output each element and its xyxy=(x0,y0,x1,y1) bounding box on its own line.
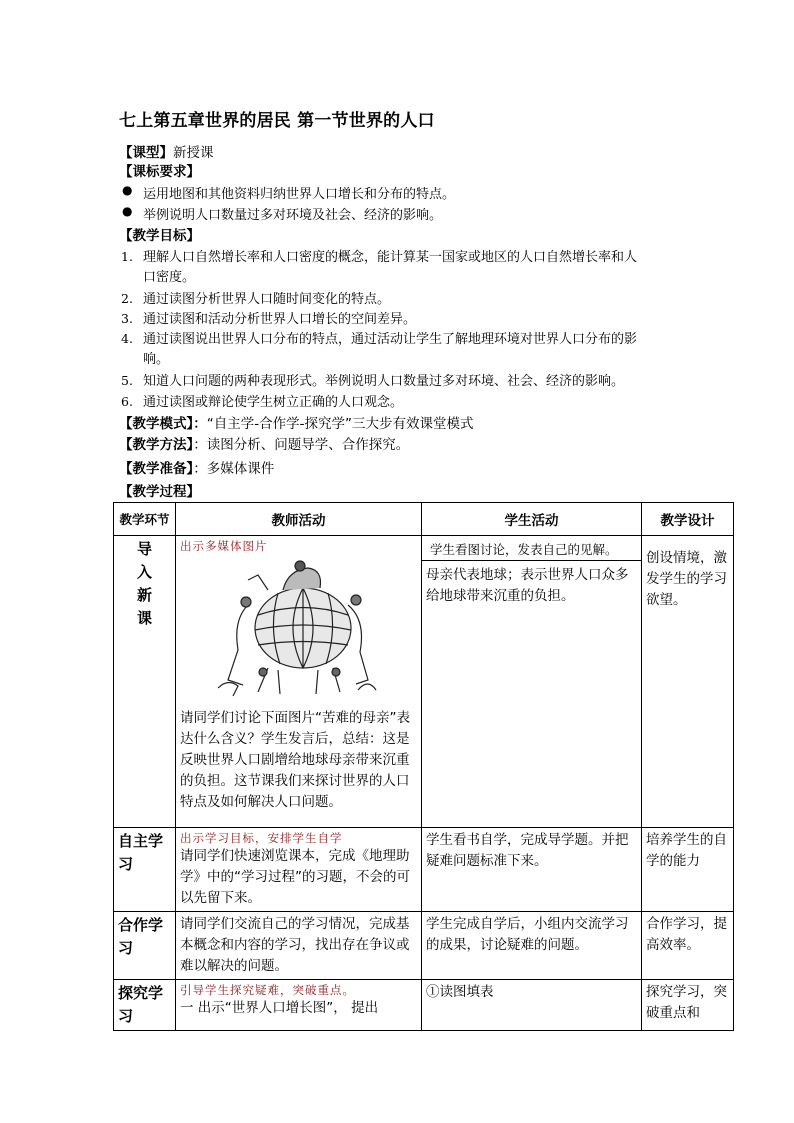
teacher-text: 请同学们交流自己的学习情况，完成基本概念和内容的学习，找出存在争议或难以解决的问题。 xyxy=(180,916,410,974)
student-text: ①读图填表 xyxy=(426,984,494,1000)
teacher-instruction: 引导学生探究疑难，突破重点。 xyxy=(180,983,355,997)
design-cell xyxy=(642,912,734,980)
lesson-type-value: 新授课 xyxy=(173,145,214,161)
suffering-mother-image xyxy=(208,560,417,704)
student-cell xyxy=(422,828,642,912)
lesson-process-table xyxy=(113,502,734,1031)
objective-text: 通过读图说出世界人口分布的特点，通过活动让学生了解地理环境对世界人口分布的影 xyxy=(143,332,638,347)
stage-cell: 自主学习 xyxy=(114,828,176,912)
lesson-type-label: 【课型】 xyxy=(119,145,173,161)
process-label: 【教学过程】 xyxy=(119,484,200,500)
design-cell xyxy=(642,980,734,1031)
table-header: 教师活动 xyxy=(176,503,422,536)
objective-number: 2. xyxy=(121,291,133,306)
student-text: 学生看书自学，完成导学题。并把疑难问题标准下来。 xyxy=(426,832,629,869)
standard-item: 运用地图和其他资料归纳世界人口增长和分布的特点。 xyxy=(143,187,456,202)
objective-item xyxy=(121,328,637,347)
teacher-cell xyxy=(176,912,422,980)
student-text: 母亲代表地球；表示世界人口众多给地球带来沉重的负担。 xyxy=(426,567,629,604)
teacher-cell xyxy=(176,980,422,1031)
stage-cell: 探究学习 xyxy=(114,980,176,1031)
student-text: 学生完成自学后，小组内交流学习的成果，讨论疑难的问题。 xyxy=(426,916,629,953)
table-header: 教学设计 xyxy=(642,503,734,536)
table-row xyxy=(114,828,734,912)
student-cell xyxy=(422,912,642,980)
teacher-text: 请同学们讨论下面图片“苦难的母亲”表达什么含义？学生发言后，总结：这是反映世界人口剧增给地球母亲带来沉重的负担。这节课我们来探讨世界的人口特点及如何解决人口问题。 xyxy=(180,710,410,810)
design-text: 培养学生的自学的能力 xyxy=(646,832,727,869)
objective-text: 通过读图和活动分析世界人口增长的空间差异。 xyxy=(143,312,417,327)
table-row xyxy=(114,912,734,980)
standards-label: 【课标要求】 xyxy=(119,164,200,180)
teacher-text: 一 出示“世界人口增长图”， 提出 xyxy=(180,1000,379,1016)
objective-number: 1. xyxy=(121,249,133,264)
standard-item: 举例说明人口数量过多对环境及社会、经济的影响。 xyxy=(143,208,443,223)
teacher-instruction: 出示学习目标，安排学生自学 xyxy=(180,831,343,845)
objective-text: 理解人口自然增长率和人口密度的概念，能计算某一国家或地区的人口自然增长率和人 xyxy=(143,250,638,265)
student-activity-top: 学生看图讨论，发表自己的见解。 xyxy=(422,538,641,561)
bullet-icon: ● xyxy=(122,204,133,218)
design-cell xyxy=(642,536,734,828)
teacher-instruction: 出示多媒体图片 xyxy=(180,539,268,553)
objective-item xyxy=(121,370,624,389)
table-header: 教学环节 xyxy=(114,503,176,536)
objective-text: 通过读图分析世界人口随时间变化的特点。 xyxy=(143,292,391,307)
objective-item xyxy=(121,288,390,307)
objective-text-cont: 口密度。 xyxy=(143,270,196,285)
teacher-cell xyxy=(176,828,422,912)
mode-line xyxy=(119,412,473,432)
method-value: ：读图分析、问题导学、合作探究。 xyxy=(193,437,410,453)
bullet-icon: ● xyxy=(122,183,133,197)
objective-text: 知道人口问题的两种表现形式。举例说明人口数量过多对环境、社会、经济的影响。 xyxy=(143,374,625,389)
prep-value: ：多媒体课件 xyxy=(193,461,275,477)
stage-char: 入 xyxy=(136,563,152,581)
objective-item xyxy=(121,391,403,410)
table-header-row xyxy=(114,503,734,536)
mode-value: “自主学-合作学-探究学”三大步有效课堂模式 xyxy=(206,416,474,432)
stage-char: 课 xyxy=(136,609,152,627)
student-cell xyxy=(422,980,642,1031)
objective-number: 4. xyxy=(121,331,133,346)
stage-cell xyxy=(114,536,176,828)
method-label: 【教学方法】 xyxy=(119,437,194,453)
mode-label: 【教学模式】： xyxy=(119,416,207,432)
table-header: 学生活动 xyxy=(422,503,642,536)
student-cell xyxy=(422,536,642,828)
prep-line xyxy=(119,457,274,477)
objective-text-cont: 响。 xyxy=(143,352,170,367)
objectives-label: 【教学目标】 xyxy=(119,228,200,244)
teacher-cell xyxy=(176,536,422,828)
page-title: 七上第五章世界的居民 第一节世界的人口 xyxy=(119,111,435,131)
objective-item xyxy=(121,308,416,327)
objective-number: 5. xyxy=(121,373,133,388)
teacher-text: 请同学们快速浏览课本，完成《地理助学》中的“学习过程”的习题，不会的可以先留下来。 xyxy=(180,848,410,906)
method-line xyxy=(119,433,409,453)
stage-cell: 合作学习 xyxy=(114,912,176,980)
objective-text: 通过读图或辩论使学生树立正确的人口观念。 xyxy=(143,395,404,410)
prep-label: 【教学准备】 xyxy=(119,461,194,477)
objective-item xyxy=(121,246,637,265)
stage-char: 导 xyxy=(136,540,152,558)
design-text: 创设情境，激发学生的学习欲望。 xyxy=(646,550,727,608)
objective-number: 6. xyxy=(121,394,133,409)
lesson-type-line xyxy=(119,141,214,161)
table-row xyxy=(114,980,734,1031)
design-text: 探究学习，突破重点和 xyxy=(646,984,727,1021)
objective-number: 3. xyxy=(121,311,133,326)
stage-char: 新 xyxy=(136,586,152,604)
design-text: 合作学习，提高效率。 xyxy=(646,916,727,953)
table-row xyxy=(114,536,734,828)
design-cell xyxy=(642,828,734,912)
